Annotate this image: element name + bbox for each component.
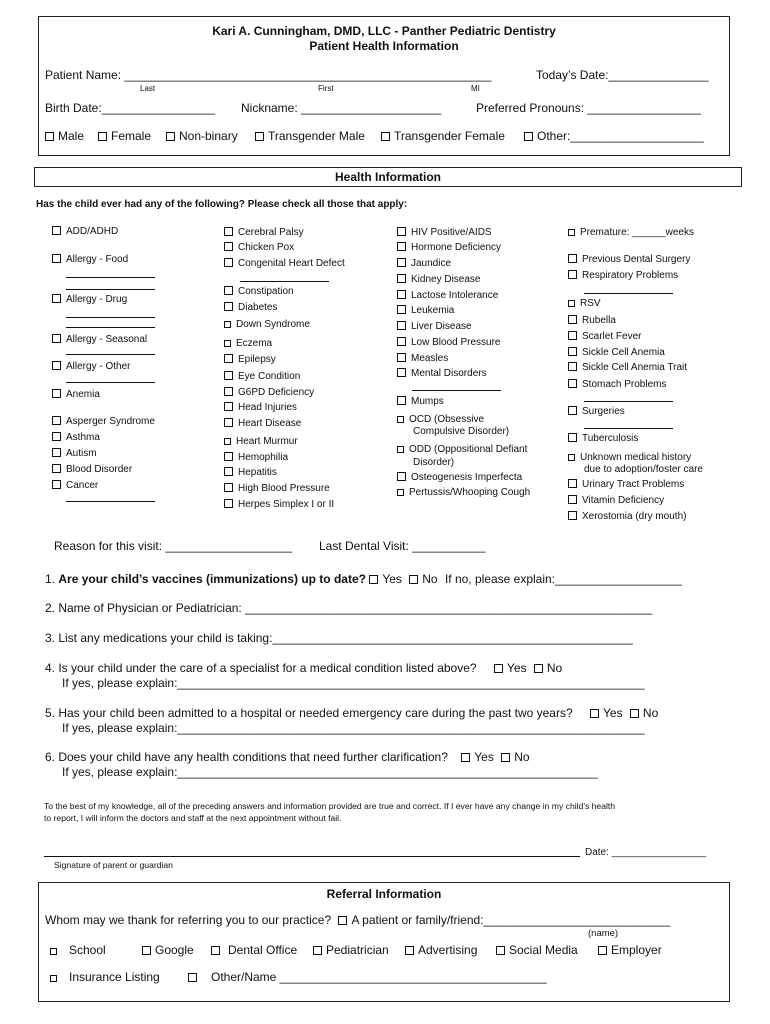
condition-label: Measles bbox=[411, 353, 449, 364]
condition-item[interactable] bbox=[52, 464, 132, 476]
q4-no[interactable]: No bbox=[534, 661, 562, 675]
checkbox-icon bbox=[211, 946, 220, 955]
name-sub-last: Last bbox=[140, 84, 156, 93]
condition-label: Eczema bbox=[236, 338, 273, 349]
condition-label: High Blood Pressure bbox=[238, 483, 330, 494]
condition-label: Previous Dental Surgery bbox=[582, 254, 691, 265]
condition-label: Jaundice bbox=[411, 258, 452, 269]
checkbox-icon bbox=[98, 132, 107, 141]
practice-name: Kari A. Cunningham, DMD, LLC - Panther Pediatric Dentistry bbox=[212, 24, 556, 38]
checkbox-icon bbox=[45, 132, 54, 141]
checkbox-icon bbox=[224, 371, 233, 380]
referral-google[interactable]: Google bbox=[142, 943, 194, 957]
checkbox-icon bbox=[397, 472, 406, 481]
checkbox-icon bbox=[568, 511, 577, 520]
q5-no[interactable]: No bbox=[630, 706, 658, 720]
checkbox-icon bbox=[52, 432, 61, 441]
checkbox-icon bbox=[224, 499, 233, 508]
referral-dental-office[interactable]: Dental Office bbox=[211, 943, 297, 957]
checkbox-icon bbox=[397, 368, 406, 377]
referral-school[interactable]: School bbox=[50, 943, 106, 957]
condition-label: Premature: ______weeks bbox=[580, 227, 694, 238]
checkbox-icon bbox=[166, 132, 175, 141]
condition-label: Osteogenesis Imperfecta bbox=[411, 472, 523, 483]
condition-label: Allergy - Seasonal bbox=[66, 334, 148, 345]
condition-item[interactable] bbox=[568, 254, 690, 266]
condition-item[interactable] bbox=[224, 319, 310, 331]
cancer-line[interactable] bbox=[66, 501, 155, 502]
condition-item bbox=[584, 464, 703, 476]
condition-label: Blood Disorder bbox=[66, 464, 133, 475]
checkbox-icon bbox=[224, 387, 233, 396]
checkbox-icon bbox=[224, 354, 233, 363]
checkbox-icon bbox=[568, 406, 577, 415]
condition-item[interactable] bbox=[568, 433, 638, 445]
checkbox-icon bbox=[397, 446, 404, 453]
condition-label: OCD (Obsessive bbox=[409, 414, 485, 425]
condition-item[interactable] bbox=[52, 226, 118, 238]
condition-label: Congenital Heart Defect bbox=[238, 258, 345, 269]
checkbox-icon bbox=[524, 132, 533, 141]
question-4-explain[interactable]: If yes, please explain:______________________________________________________________________ bbox=[62, 676, 645, 690]
condition-label: due to adoption/foster care bbox=[584, 464, 703, 475]
checkbox-icon bbox=[568, 331, 577, 340]
condition-label: Leukemia bbox=[411, 305, 455, 316]
signature-date-field[interactable]: Date: _________________ bbox=[585, 847, 707, 858]
checkbox-icon bbox=[397, 337, 406, 346]
condition-label: Lactose Intolerance bbox=[411, 290, 499, 301]
condition-item bbox=[413, 426, 509, 438]
last-dental-visit-field[interactable]: Last Dental Visit: ___________ bbox=[319, 539, 486, 553]
attestation-line-1: To the best of my knowledge, all of the preceding answers and information provided are true and correct. If I ever have any change in my child's health bbox=[44, 801, 616, 811]
condition-item[interactable] bbox=[52, 361, 130, 373]
question-5-explain[interactable]: If yes, please explain:______________________________________________________________________ bbox=[62, 721, 645, 735]
condition-label: Mumps bbox=[411, 396, 444, 407]
checkbox-icon bbox=[630, 709, 639, 718]
condition-item[interactable] bbox=[568, 511, 686, 523]
checkbox-icon bbox=[224, 483, 233, 492]
allergy-seasonal-line[interactable] bbox=[66, 354, 155, 355]
condition-label: RSV bbox=[580, 298, 601, 309]
checkbox-icon bbox=[369, 575, 378, 584]
condition-item[interactable] bbox=[568, 379, 666, 391]
condition-label: Diabetes bbox=[238, 302, 278, 313]
checkbox-icon bbox=[397, 321, 406, 330]
checkbox-icon bbox=[224, 302, 233, 311]
checkbox-icon bbox=[52, 464, 61, 473]
checkbox-icon bbox=[397, 396, 406, 405]
checkbox-icon bbox=[397, 416, 404, 423]
condition-label: Autism bbox=[66, 448, 97, 459]
checkbox-icon bbox=[397, 227, 406, 236]
condition-label: Anemia bbox=[66, 389, 100, 400]
referral-title: Referral Information bbox=[326, 887, 442, 901]
checkbox-icon bbox=[52, 389, 61, 398]
condition-item[interactable] bbox=[397, 487, 530, 499]
condition-label: Respiratory Problems bbox=[582, 270, 679, 281]
referral-name-sub: (name) bbox=[588, 928, 619, 939]
allergy-drug-line[interactable] bbox=[66, 317, 155, 318]
condition-label: Down Syndrome bbox=[236, 319, 310, 330]
allergy-other-line[interactable] bbox=[66, 382, 155, 383]
checkbox-icon bbox=[50, 975, 57, 982]
name-sub-mi: MI bbox=[471, 84, 480, 93]
checkbox-icon bbox=[224, 340, 231, 347]
checkbox-icon bbox=[405, 946, 414, 955]
condition-item[interactable] bbox=[224, 242, 294, 254]
checkbox-icon bbox=[224, 402, 233, 411]
checkbox-icon bbox=[338, 916, 347, 925]
checkbox-icon bbox=[568, 495, 577, 504]
checkbox-icon bbox=[397, 274, 406, 283]
checkbox-icon bbox=[409, 575, 418, 584]
checkbox-icon bbox=[52, 448, 61, 457]
condition-item[interactable] bbox=[224, 418, 301, 430]
checkbox-icon bbox=[224, 467, 233, 476]
checkbox-icon bbox=[224, 258, 233, 267]
condition-item[interactable] bbox=[224, 258, 345, 270]
nickname-field[interactable]: Nickname: _____________________ bbox=[241, 101, 442, 115]
condition-item[interactable] bbox=[224, 354, 276, 366]
condition-label: Hormone Deficiency bbox=[411, 242, 502, 253]
referral-advertising[interactable]: Advertising bbox=[405, 943, 477, 957]
condition-item[interactable] bbox=[224, 227, 304, 239]
question-6: 6. Does your child have any health conditions that need further clarification? Yes No bbox=[45, 750, 530, 764]
checkbox-icon bbox=[568, 379, 577, 388]
condition-label: Allergy - Other bbox=[66, 361, 131, 372]
condition-label: Pertussis/Whooping Cough bbox=[409, 487, 531, 498]
checkbox-icon bbox=[397, 489, 404, 496]
question-2-physician[interactable]: 2. Name of Physician or Pediatrician: _____________________________________________________________ bbox=[45, 601, 653, 615]
condition-item[interactable] bbox=[52, 432, 100, 444]
checkbox-icon bbox=[568, 229, 575, 236]
mental-disorders-line[interactable] bbox=[412, 390, 501, 391]
condition-item[interactable] bbox=[568, 331, 641, 343]
condition-label: Scarlet Fever bbox=[582, 331, 642, 342]
gender-option-trans-male[interactable]: Transgender Male bbox=[255, 129, 365, 143]
checkbox-icon bbox=[224, 227, 233, 236]
condition-item[interactable] bbox=[397, 337, 501, 349]
condition-item[interactable] bbox=[224, 467, 277, 479]
checkbox-icon bbox=[224, 418, 233, 427]
condition-label: Rubella bbox=[582, 315, 616, 326]
condition-label: Allergy - Drug bbox=[66, 294, 128, 305]
condition-item[interactable] bbox=[224, 286, 294, 298]
checkbox-icon bbox=[52, 254, 61, 263]
condition-label: HIV Positive/AIDS bbox=[411, 227, 492, 238]
gender-option-male[interactable]: Male bbox=[45, 129, 84, 143]
condition-label: Liver Disease bbox=[411, 321, 472, 332]
q6-yes[interactable]: Yes bbox=[461, 750, 494, 764]
condition-label: Cerebral Palsy bbox=[238, 227, 304, 238]
checkbox-icon bbox=[397, 353, 406, 362]
checkbox-icon bbox=[224, 286, 233, 295]
checkbox-icon bbox=[568, 300, 575, 307]
birth-date-field[interactable]: Birth Date:_________________ bbox=[45, 101, 216, 115]
condition-label: Unknown medical history bbox=[580, 452, 692, 463]
condition-label: Surgeries bbox=[582, 406, 625, 417]
question-4: 4. Is your child under the care of a specialist for a medical condition listed above? Yes No bbox=[45, 661, 563, 675]
condition-item[interactable] bbox=[52, 294, 127, 306]
condition-item[interactable] bbox=[52, 334, 147, 346]
checkbox-icon bbox=[397, 258, 406, 267]
allergy-food-line-2[interactable] bbox=[66, 289, 155, 290]
name-sub-first: First bbox=[318, 84, 334, 93]
checkbox-icon bbox=[461, 753, 470, 762]
condition-item[interactable] bbox=[568, 270, 678, 282]
checkbox-icon bbox=[224, 321, 231, 328]
condition-item[interactable] bbox=[224, 402, 297, 414]
condition-item[interactable] bbox=[224, 483, 330, 495]
condition-item[interactable] bbox=[224, 302, 277, 314]
condition-label: Head Injuries bbox=[238, 402, 297, 413]
condition-item[interactable] bbox=[224, 371, 300, 383]
condition-item[interactable] bbox=[568, 347, 665, 359]
checkbox-icon bbox=[568, 479, 577, 488]
condition-label: Sickle Cell Anemia Trait bbox=[582, 362, 688, 373]
condition-item[interactable] bbox=[397, 368, 487, 380]
q1-yes[interactable]: Yes bbox=[369, 572, 402, 586]
referral-employer[interactable]: Employer bbox=[598, 943, 662, 957]
checkbox-icon bbox=[50, 948, 57, 955]
signature-label: Signature of parent or guardian bbox=[54, 860, 173, 870]
referral-question: Whom may we thank for referring you to our practice? A patient or family/friend:____________________________ bbox=[45, 913, 671, 927]
condition-label: Heart Murmur bbox=[236, 436, 298, 447]
checkbox-icon bbox=[52, 361, 61, 370]
condition-label: G6PD Deficiency bbox=[238, 387, 315, 398]
q6-no[interactable]: No bbox=[501, 750, 529, 764]
condition-label: Epilepsy bbox=[238, 354, 276, 365]
patient-name-field[interactable]: Patient Name: _______________________________________________________ bbox=[45, 68, 492, 82]
allergy-food-line[interactable] bbox=[66, 277, 155, 278]
gender-option-other[interactable]: Other:____________________ bbox=[524, 129, 704, 143]
condition-item[interactable] bbox=[568, 298, 601, 310]
condition-item[interactable] bbox=[52, 254, 128, 266]
referral-social-media[interactable]: Social Media bbox=[496, 943, 578, 957]
attestation-line-2: to report, I will inform the doctors and staff at the next appointment without fail. bbox=[44, 813, 342, 823]
checkbox-icon bbox=[381, 132, 390, 141]
gender-option-female[interactable]: Female bbox=[98, 129, 151, 143]
condition-item[interactable] bbox=[568, 315, 616, 327]
condition-item[interactable] bbox=[224, 452, 288, 464]
condition-label: Cancer bbox=[66, 480, 99, 491]
allergy-drug-line-2[interactable] bbox=[66, 327, 155, 328]
gender-option-trans-female[interactable]: Transgender Female bbox=[381, 129, 505, 143]
condition-item[interactable] bbox=[397, 305, 454, 317]
condition-item[interactable] bbox=[52, 389, 100, 401]
checkbox-icon bbox=[52, 334, 61, 343]
condition-label: Heart Disease bbox=[238, 418, 302, 429]
condition-item[interactable] bbox=[397, 290, 498, 302]
condition-item[interactable] bbox=[397, 274, 480, 286]
checkbox-icon bbox=[568, 362, 577, 371]
condition-item[interactable] bbox=[397, 227, 492, 239]
checkbox-icon bbox=[52, 416, 61, 425]
condition-item bbox=[413, 457, 454, 469]
condition-label: Eye Condition bbox=[238, 371, 301, 382]
condition-label: Compulsive Disorder) bbox=[413, 426, 510, 437]
referral-pediatrician[interactable]: Pediatrician bbox=[313, 943, 389, 957]
condition-item[interactable] bbox=[52, 448, 97, 460]
condition-item[interactable] bbox=[397, 353, 448, 365]
q5-yes[interactable]: Yes bbox=[590, 706, 623, 720]
condition-item[interactable] bbox=[224, 499, 334, 511]
checkbox-icon bbox=[52, 226, 61, 235]
condition-item[interactable] bbox=[568, 406, 625, 418]
checkbox-icon bbox=[568, 433, 577, 442]
condition-label: ADD/ADHD bbox=[66, 226, 119, 237]
checkbox-icon bbox=[255, 132, 264, 141]
condition-item[interactable] bbox=[568, 479, 684, 491]
health-section-title: Health Information bbox=[334, 170, 441, 184]
condition-label: ODD (Oppositional Defiant bbox=[409, 444, 528, 455]
checkbox-icon bbox=[52, 480, 61, 489]
condition-item[interactable] bbox=[397, 258, 451, 270]
signature-line[interactable] bbox=[44, 856, 580, 857]
gender-option-nonbinary[interactable]: Non-binary bbox=[166, 129, 238, 143]
condition-item[interactable] bbox=[568, 452, 691, 464]
checkbox-icon bbox=[313, 946, 322, 955]
checkbox-icon bbox=[568, 315, 577, 324]
condition-item[interactable] bbox=[397, 242, 501, 254]
respiratory-line[interactable] bbox=[584, 293, 673, 294]
checkbox-icon bbox=[397, 242, 406, 251]
condition-item[interactable] bbox=[224, 436, 298, 448]
condition-item[interactable] bbox=[52, 480, 98, 492]
surgeries-line[interactable] bbox=[584, 428, 673, 429]
condition-item[interactable] bbox=[568, 227, 694, 239]
condition-item[interactable] bbox=[397, 414, 484, 426]
condition-label: Vitamin Deficiency bbox=[582, 495, 665, 506]
condition-item[interactable] bbox=[52, 416, 155, 428]
condition-label: Asperger Syndrome bbox=[66, 416, 155, 427]
health-question: Has the child ever had any of the following? Please check all those that apply: bbox=[36, 199, 408, 210]
checkbox-icon bbox=[534, 664, 543, 673]
condition-item[interactable] bbox=[397, 321, 472, 333]
condition-item[interactable] bbox=[224, 338, 272, 350]
checkbox-icon bbox=[501, 753, 510, 762]
condition-label: Disorder) bbox=[413, 457, 455, 468]
condition-label: Herpes Simplex I or II bbox=[238, 499, 335, 510]
question-5: 5. Has your child been admitted to a hospital or needed emergency care during the past two years? Yes No bbox=[45, 706, 659, 720]
condition-label: Hepatitis bbox=[238, 467, 277, 478]
checkbox-icon bbox=[224, 452, 233, 461]
checkbox-icon bbox=[568, 270, 577, 279]
checkbox-icon bbox=[224, 242, 233, 251]
q1-no[interactable]: No bbox=[409, 572, 437, 586]
condition-item[interactable] bbox=[397, 396, 444, 408]
condition-label: Sickle Cell Anemia bbox=[582, 347, 665, 358]
condition-item[interactable] bbox=[397, 472, 522, 484]
condition-item[interactable] bbox=[568, 495, 664, 507]
checkbox-icon bbox=[224, 438, 231, 445]
reason-for-visit-field[interactable]: Reason for this visit: ___________________ bbox=[54, 539, 293, 553]
condition-label: Constipation bbox=[238, 286, 294, 297]
condition-item[interactable] bbox=[397, 444, 527, 456]
checkbox-icon bbox=[397, 305, 406, 314]
condition-label: Kidney Disease bbox=[411, 274, 481, 285]
q4-yes[interactable]: Yes bbox=[494, 661, 527, 675]
condition-label: Urinary Tract Problems bbox=[582, 479, 685, 490]
question-3-medications[interactable]: 3. List any medications your child is taking:______________________________________________________ bbox=[45, 631, 633, 645]
condition-label: Tuberculosis bbox=[582, 433, 639, 444]
pronouns-field[interactable]: Preferred Pronouns: _________________ bbox=[476, 101, 701, 115]
question-6-explain[interactable]: If yes, please explain:_______________________________________________________________ bbox=[62, 765, 598, 779]
condition-label: Stomach Problems bbox=[582, 379, 667, 390]
condition-item[interactable] bbox=[568, 362, 687, 374]
stomach-line[interactable] bbox=[584, 401, 673, 402]
condition-label: Chicken Pox bbox=[238, 242, 295, 253]
todays-date-field[interactable]: Today’s Date:_______________ bbox=[536, 68, 709, 82]
checkbox-icon bbox=[568, 454, 575, 461]
q1-explain-field[interactable]: If no, please explain:___________________ bbox=[444, 572, 682, 586]
congenital-line[interactable] bbox=[240, 281, 329, 282]
condition-label: Mental Disorders bbox=[411, 368, 487, 379]
condition-label: Hemophilia bbox=[238, 452, 289, 463]
checkbox-icon bbox=[188, 973, 197, 982]
referral-insurance-listing[interactable]: Insurance Listing bbox=[50, 970, 160, 984]
condition-label: Xerostomia (dry mouth) bbox=[582, 511, 687, 522]
referral-family-friend[interactable]: A patient or family/friend:____________________________ bbox=[338, 913, 670, 927]
checkbox-icon bbox=[590, 709, 599, 718]
condition-label: Low Blood Pressure bbox=[411, 337, 501, 348]
checkbox-icon bbox=[397, 290, 406, 299]
checkbox-icon bbox=[496, 946, 505, 955]
condition-item[interactable] bbox=[224, 387, 314, 399]
form-title: Patient Health Information bbox=[309, 39, 459, 53]
checkbox-icon bbox=[494, 664, 503, 673]
checkbox-icon bbox=[598, 946, 607, 955]
checkbox-icon bbox=[568, 254, 577, 263]
checkbox-icon bbox=[142, 946, 151, 955]
referral-other[interactable]: Other/Name ________________________________________ bbox=[188, 970, 547, 984]
condition-label: Asthma bbox=[66, 432, 100, 443]
checkbox-icon bbox=[52, 294, 61, 303]
checkbox-icon bbox=[568, 347, 577, 356]
condition-label: Allergy - Food bbox=[66, 254, 129, 265]
question-1: 1. Are your child’s vaccines (immunizations) up to date? Yes No If no, please explain:___________________ bbox=[45, 572, 682, 586]
